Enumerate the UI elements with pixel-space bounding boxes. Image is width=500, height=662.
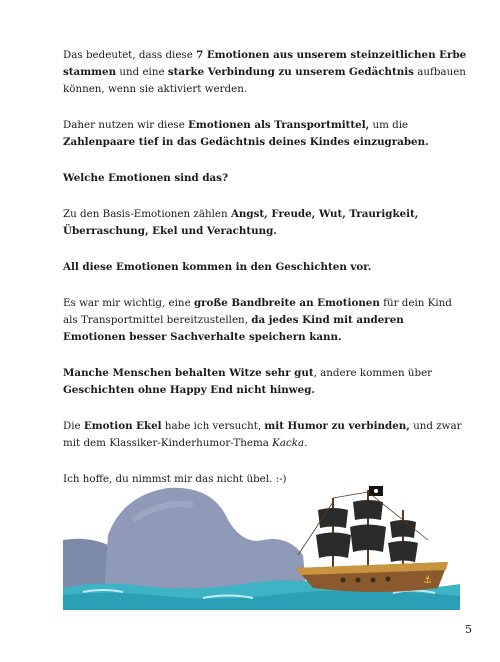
paragraph [63, 418, 468, 452]
bold-text: starke Verbindung zu unserem Gedächtnis [167, 66, 414, 78]
text-run: . [304, 437, 308, 449]
text-run: für dein Kind als Transportmittel bereitzustellen, [63, 297, 452, 326]
text-run: und eine [116, 66, 168, 78]
text-run: habe ich versucht, [161, 420, 265, 432]
svg-text:⚓: ⚓ [423, 575, 432, 586]
paragraph [63, 117, 468, 151]
bold-text: All diese Emotionen kommen in den Geschichten vor. [63, 261, 372, 273]
bold-text: Zahlenpaare tief in das Gedächtnis deines Kindes einzugraben. [63, 136, 429, 148]
pirate-ship [296, 486, 448, 592]
paragraph [63, 206, 468, 240]
bold-text: Angst, Freude, Wut, Traurigkeit, Überraschung, Ekel und Verachtung. [63, 208, 419, 237]
bold-text: Welche Emotionen sind das? [63, 172, 229, 184]
page-number: 5 [465, 623, 472, 636]
bold-text: Geschichten ohne Happy End nicht hinweg. [63, 384, 315, 396]
bold-text: Emotionen als Transportmittel, [188, 119, 370, 131]
text-run: um die [369, 119, 409, 131]
text-run: , andere kommen über [313, 367, 433, 379]
text-run: Ich hoffe, du nimmst mir das nicht übel. :-) [63, 473, 287, 485]
bold-text: Emotion Ekel [83, 420, 162, 432]
text-run: und zwar mit dem Klassiker-Kinderhumor-Thema [63, 420, 462, 449]
text-run: aufbauen können, wenn sie aktiviert werden. [63, 66, 466, 95]
text-run: Zu den Basis-Emotionen zählen [63, 208, 231, 220]
bold-text: 7 Emotionen aus unserem steinzeitlichen Erbe stammen [63, 49, 467, 78]
paragraph [63, 295, 468, 346]
bold-text: Manche Menschen behalten Witze sehr gut [63, 367, 314, 379]
pirate-ship-illustration [63, 480, 460, 610]
paragraph [63, 47, 468, 98]
text-run: Die [63, 420, 84, 432]
bold-text: da jedes Kind mit anderen Emotionen besser Sachverhalte speichern kann. [63, 314, 404, 343]
bold-text: mit Humor zu verbinden, [264, 420, 410, 432]
page-text [63, 47, 468, 507]
paragraph [63, 259, 468, 276]
text-run: Es war mir wichtig, eine [63, 297, 194, 309]
paragraph [63, 365, 468, 399]
italic-text: Kacka [272, 437, 305, 449]
text-run: Daher nutzen wir diese [63, 119, 189, 131]
text-run: Das bedeutet, dass diese [63, 49, 197, 61]
bold-text: große Bandbreite an Emotionen [193, 297, 380, 309]
paragraph [63, 170, 468, 187]
